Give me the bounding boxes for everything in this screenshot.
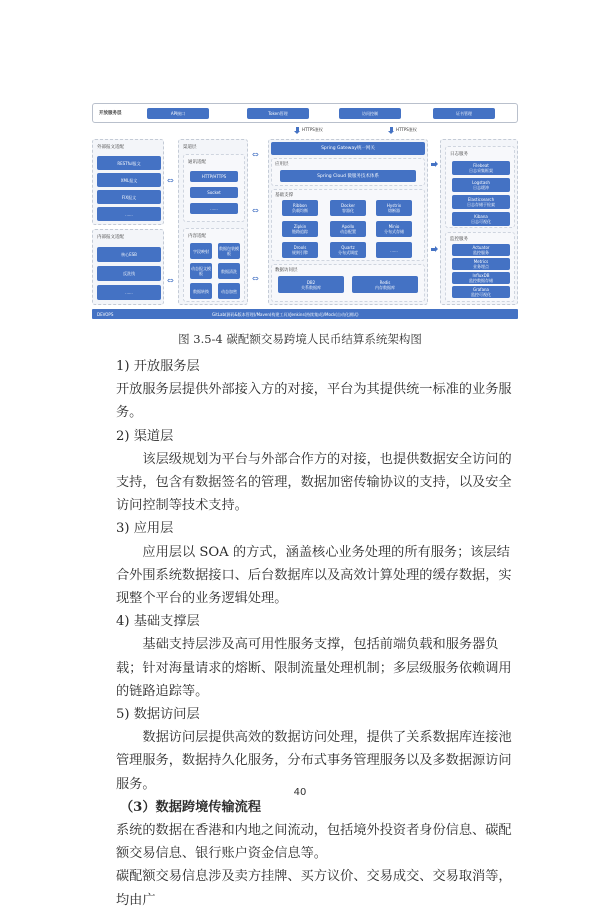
spring-cloud-block: Spring Cloud 微服务技术体系: [280, 170, 416, 182]
comm-block: Socket: [190, 187, 238, 198]
bidirectional-arrow-icon: ⇔: [167, 276, 174, 285]
section-heading: 3) 应用层: [116, 521, 174, 537]
support-block: Quartz 分布式调度: [330, 242, 366, 258]
comm-block: ......: [190, 203, 238, 214]
log-block: Logstash 日志缓冲: [452, 178, 510, 192]
content-block: 数据转换: [190, 283, 212, 299]
devops-label: DEVOPS: [97, 312, 114, 317]
log-block: Elasticsearch 日志存储于检索: [452, 195, 510, 209]
content-block: 动态报文模板: [190, 263, 212, 279]
gateway-block: Spring Gateway统一网关: [271, 142, 425, 155]
architecture-diagram: [92, 103, 518, 321]
api-block: API接口: [147, 108, 209, 119]
monitor-service: [445, 232, 515, 302]
https-auth-label: HTTPS鉴权: [396, 127, 417, 132]
data-access-label: 数据访问层: [275, 268, 298, 273]
adapter-block: 反洗钱: [97, 266, 161, 281]
paragraph: 碳配额交易信息涉及卖方挂牌、买方议价、交易成交、交易取消等，均由广: [116, 869, 512, 908]
db-block: DB2 关系数据库: [278, 276, 344, 293]
adapter-block: XML报文: [97, 173, 161, 187]
paragraph: 数据访问层提供高效的数据访问处理，提供了关系数据库连接池管理服务，数据持久化服务，分布式事务管理服务以及多数据源访问服务。: [116, 730, 512, 792]
monitor-block: Metrics 业务埋点: [452, 258, 510, 270]
comm-block: HTTP/HTTPS: [190, 171, 238, 182]
content-block: 字段映射: [190, 243, 212, 259]
core-platform: [268, 139, 428, 305]
base-support: [271, 189, 425, 261]
log-service: [445, 146, 515, 228]
paragraph: 基础支持层涉及高可用性服务支撑，包括前端负载和服务器负载；针对海量请求的熔断、限制流量处理机制；多层级服务依赖调用的链路追踪等。: [116, 637, 512, 699]
content-block: 数据清洗: [218, 263, 240, 279]
bidirectional-arrow-icon: ⇔: [252, 206, 259, 215]
bidirectional-arrow-icon: ⇔: [252, 274, 259, 283]
internal-adapter: [92, 229, 164, 305]
support-block: Ribbon 负载均衡: [282, 200, 318, 216]
access-control-block: 访问控制: [339, 108, 401, 119]
page-number: 40: [293, 787, 307, 798]
support-block: Docker 容器化: [330, 200, 366, 216]
channel-layer-label: 渠道层: [183, 145, 197, 150]
right-arrow-icon: [431, 161, 438, 168]
https-auth-label: HTTPS鉴权: [302, 127, 323, 132]
content-adapter: [183, 228, 245, 302]
adapter-block: ......: [97, 207, 161, 221]
data-access-layer: [271, 264, 425, 302]
internal-adapter-label: 内部报文适配: [97, 235, 124, 240]
devops-text: GitLab(源码&版本管理)/Maven(构建工具)/Jenkins(持续集成)/Mock(自动化测试): [212, 312, 359, 317]
content-block: 动态加密: [218, 283, 240, 299]
down-arrow-icon: [294, 127, 301, 134]
comm-adapter: [183, 154, 245, 222]
section-heading: 1) 开放服务层: [116, 359, 200, 374]
devops-bar: [92, 309, 518, 319]
section-heading: 5) 数据访问层: [116, 707, 200, 723]
db-block: Redis 内存数据库: [352, 276, 418, 293]
log-service-label: 日志服务: [450, 152, 468, 157]
adapter-block: ......: [97, 285, 161, 300]
support-block: Apollo 动态配置: [330, 221, 366, 237]
app-layer-label: 应用层: [275, 162, 289, 167]
base-support-label: 基础支撑: [275, 193, 293, 198]
content-adapter-label: 内容适配: [188, 234, 206, 239]
section-heading: 2) 渠道层: [116, 428, 174, 444]
open-service-layer-label: 开放服务层: [99, 111, 122, 116]
monitor-block: Grafana 监控可视化: [452, 286, 510, 298]
external-adapter: [92, 139, 164, 225]
bidirectional-arrow-icon: ⇔: [167, 176, 174, 185]
ops-services: [440, 139, 518, 305]
comm-adapter-label: 通讯适配: [188, 160, 206, 165]
adapter-block: RESTful报文: [97, 156, 161, 170]
cert-block: 证书管理: [433, 108, 495, 119]
open-service-layer: [92, 103, 518, 123]
content-block: 数据包装模板: [218, 243, 240, 259]
bidirectional-arrow-icon: ⇔: [252, 150, 259, 159]
body-text: [116, 355, 516, 912]
external-adapter-label: 外部报文适配: [97, 145, 124, 150]
adapter-block: FIX报文: [97, 190, 161, 204]
support-block: Hystrix 熔断器: [376, 200, 412, 216]
log-block: Kibana 日志可视化: [452, 212, 510, 226]
app-layer: [271, 158, 425, 186]
section-heading: 4) 基础支撑层: [116, 614, 200, 630]
support-block: Drools 规则引擎: [282, 242, 318, 258]
adapter-block: 核心ESB: [97, 247, 161, 262]
channel-layer: [178, 139, 248, 305]
figure-caption: 图 3.5-4 碳配额交易跨境人民币结算系统架构图: [178, 332, 422, 346]
right-arrow-icon: [431, 246, 438, 253]
paragraph: 系统的数据在香港和内地之间流动，包括境外投资者身份信息、碳配额交易信息、银行账户资金信息等。: [116, 823, 512, 862]
paragraph: 应用层以 SOA 的方式，涵盖核心业务处理的所有服务；该层结合外围系统数据接口、后台数据库以及高效计算处理的缓存数据，实现整个平台的业务逻辑处理。: [116, 544, 512, 607]
subsection-heading: （3）数据跨境传输流程: [120, 799, 262, 815]
down-arrow-icon: [388, 127, 395, 134]
support-block: Minio 分布式存储: [376, 221, 412, 237]
monitor-block: InfluxDB 监控数据存储: [452, 272, 510, 284]
support-block: Zipkin 链路追踪: [282, 221, 318, 237]
support-block: ......: [376, 242, 412, 258]
log-block: Filebeat 日志采集框架: [452, 161, 510, 175]
paragraph: 该层级规划为平台与外部合作方的对接，也提供数据安全访问的支持，包含有数据签名的管理，数据加密传输协议的支持，以及安全访问控制等技术支持。: [116, 451, 512, 514]
monitor-service-label: 监控服务: [450, 237, 468, 242]
token-block: Token管理: [247, 108, 309, 119]
paragraph: 开放服务层提供外部接入方的对接，平台为其提供统一标准的业务服务。: [116, 382, 512, 421]
monitor-block: Actuator 监控服务: [452, 244, 510, 256]
